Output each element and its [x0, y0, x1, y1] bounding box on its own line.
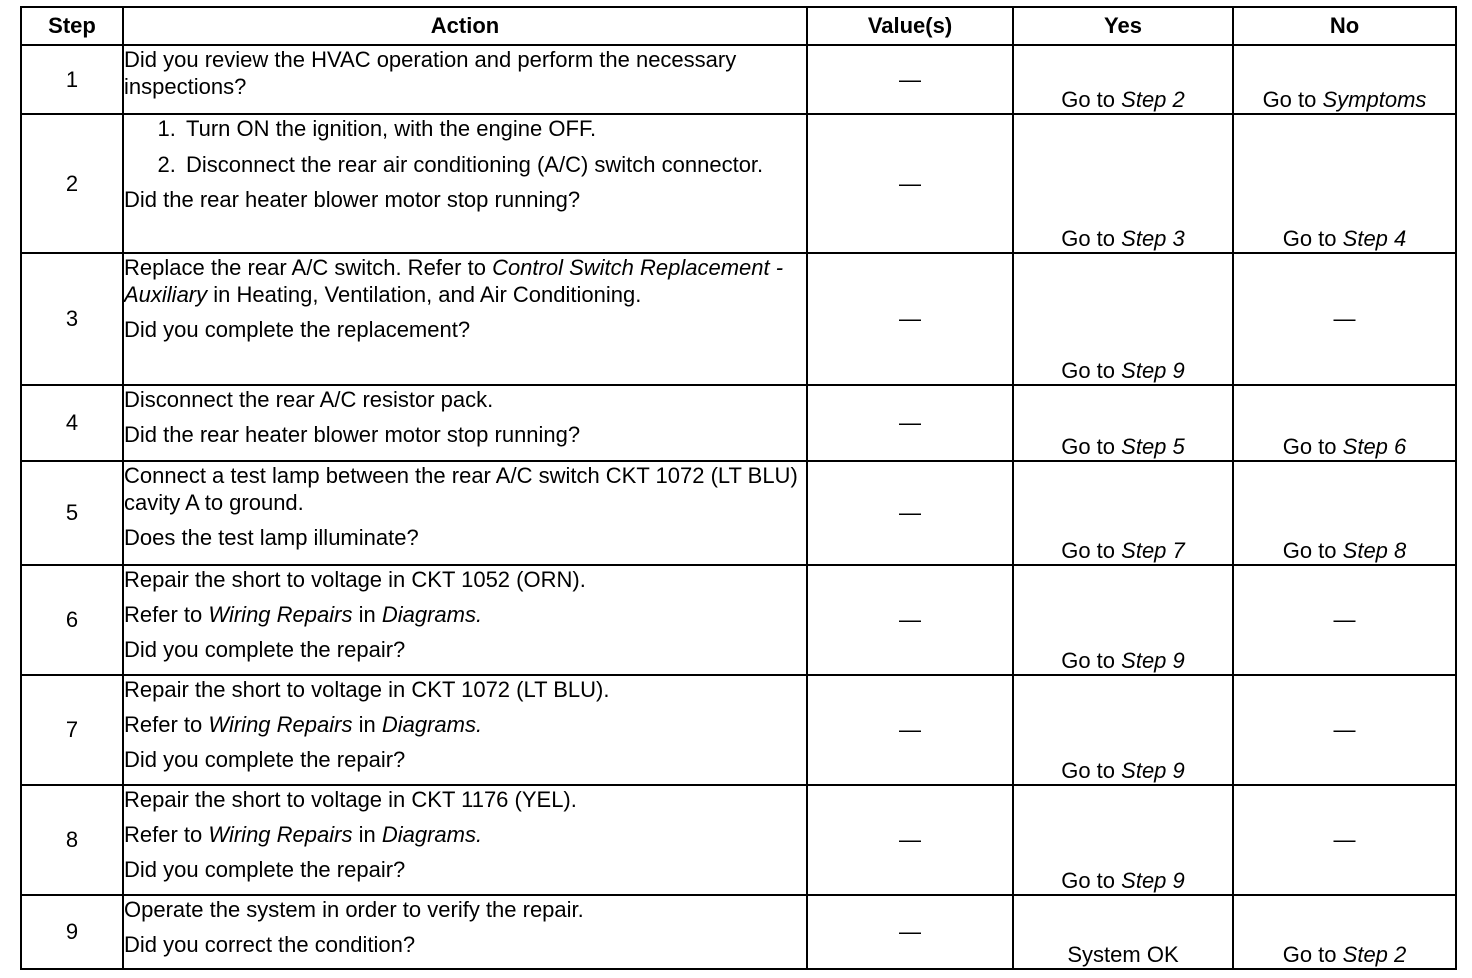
action-question: Did you complete the repair? — [124, 747, 406, 772]
action-reference — [124, 601, 806, 628]
goto-prefix: Go to — [1061, 434, 1116, 459]
reference-link: Wiring Repairs — [208, 712, 353, 737]
yes-cell — [1013, 785, 1233, 895]
goto-target: Step 7 — [1121, 538, 1185, 563]
action-question: Did the rear heater blower motor stop running? — [124, 187, 581, 212]
action-instruction: Operate the system in order to verify the repair. — [124, 897, 584, 922]
no-cell — [1233, 461, 1456, 565]
instruction-text: in — [358, 712, 376, 737]
action-instruction: Repair the short to voltage in CKT 1052 (ORN). — [124, 567, 586, 592]
no-cell — [1233, 114, 1456, 253]
goto-target: Step 9 — [1121, 868, 1185, 893]
step-number: 1 — [21, 45, 123, 114]
action-question: Did you review the HVAC operation and perform the necessary inspections? — [124, 47, 737, 99]
reference-link: Diagrams. — [381, 712, 483, 737]
goto-target: Step 3 — [1121, 226, 1185, 251]
yes-cell — [1013, 45, 1233, 114]
header-no: No — [1233, 7, 1456, 45]
goto-prefix: Go to — [1061, 358, 1116, 383]
action-question: Did you complete the repair? — [124, 857, 406, 882]
header-values: Value(s) — [807, 7, 1013, 45]
reference-link: Wiring Repairs — [208, 602, 353, 627]
goto-prefix: Go to — [1061, 648, 1116, 673]
action-instruction: Connect a test lamp between the rear A/C switch CKT 1072 (LT BLU) cavity A to ground. — [124, 463, 798, 515]
action-cell — [123, 675, 807, 785]
reference-link: Control Switch Replacement - Auxiliary — [124, 255, 784, 307]
action-question: Does the test lamp illuminate? — [124, 525, 419, 550]
goto-target: Step 8 — [1342, 538, 1407, 563]
yes-cell — [1013, 253, 1233, 385]
action-step-item: 1. Turn ON the ignition, with the engine OFF. — [182, 115, 806, 142]
header-action: Action — [123, 7, 807, 45]
table-row — [21, 895, 1456, 969]
table-row — [21, 385, 1456, 461]
goto-target: Step 2 — [1121, 87, 1185, 112]
action-cell — [123, 45, 807, 114]
step-number: 3 — [21, 253, 123, 385]
step-number: 2 — [21, 114, 123, 253]
goto-prefix: Go to — [1061, 226, 1116, 251]
table-row — [21, 114, 1456, 253]
yes-cell — [1013, 565, 1233, 675]
instruction-text: Refer to — [124, 822, 203, 847]
action-instruction — [124, 254, 806, 308]
action-cell — [123, 565, 807, 675]
action-cell — [123, 114, 807, 253]
no-cell: — — [1233, 253, 1456, 385]
table-row — [21, 461, 1456, 565]
action-cell — [123, 385, 807, 461]
header-yes: Yes — [1013, 7, 1233, 45]
instruction-text: Replace the rear A/C switch. Refer to — [124, 255, 486, 280]
yes-cell — [1013, 675, 1233, 785]
reference-link: Diagrams. — [381, 822, 483, 847]
goto-prefix: Go to — [1061, 868, 1116, 893]
diagnostic-table — [20, 6, 1457, 970]
reference-link: Diagrams. — [381, 602, 483, 627]
step-number: 6 — [21, 565, 123, 675]
action-question: Did you complete the repair? — [124, 637, 406, 662]
no-cell: — — [1233, 565, 1456, 675]
table-row — [21, 45, 1456, 114]
goto-prefix: Go to — [1282, 226, 1337, 251]
value-cell: — — [807, 45, 1013, 114]
value-cell: — — [807, 385, 1013, 461]
table-row — [21, 253, 1456, 385]
action-question: Did the rear heater blower motor stop running? — [124, 422, 581, 447]
table-row — [21, 785, 1456, 895]
value-cell: — — [807, 565, 1013, 675]
action-instruction: Repair the short to voltage in CKT 1072 (LT BLU). — [124, 677, 610, 702]
action-cell — [123, 895, 807, 969]
action-cell — [123, 253, 807, 385]
table-row — [21, 565, 1456, 675]
instruction-text: Refer to — [124, 712, 203, 737]
header-step: Step — [21, 7, 123, 45]
action-steps-list — [124, 115, 806, 178]
value-cell: — — [807, 895, 1013, 969]
step-number: 8 — [21, 785, 123, 895]
step-number: 4 — [21, 385, 123, 461]
no-cell: — — [1233, 675, 1456, 785]
step-number: 5 — [21, 461, 123, 565]
goto-prefix: Go to — [1282, 538, 1337, 563]
action-question: Did you complete the replacement? — [124, 317, 471, 342]
action-reference — [124, 821, 806, 848]
action-reference — [124, 711, 806, 738]
goto-prefix: Go to — [1061, 538, 1116, 563]
value-cell: — — [807, 785, 1013, 895]
yes-cell — [1013, 461, 1233, 565]
goto-target: Symptoms — [1322, 87, 1427, 112]
goto-target: Step 5 — [1121, 434, 1185, 459]
goto-prefix: Go to — [1061, 758, 1116, 783]
step-number: 7 — [21, 675, 123, 785]
goto-prefix: Go to — [1262, 87, 1317, 112]
no-cell: — — [1233, 785, 1456, 895]
instruction-text: in — [358, 822, 376, 847]
value-cell: — — [807, 461, 1013, 565]
goto-target: Step 6 — [1342, 434, 1407, 459]
no-cell — [1233, 895, 1456, 969]
table-row — [21, 675, 1456, 785]
value-cell: — — [807, 253, 1013, 385]
yes-cell: System OK — [1013, 895, 1233, 969]
goto-target: Step 9 — [1121, 758, 1185, 783]
action-step-item: 2. Disconnect the rear air conditioning (A/C) switch connector. — [182, 151, 806, 178]
instruction-text: Refer to — [124, 602, 203, 627]
goto-prefix: Go to — [1282, 942, 1337, 967]
goto-prefix: Go to — [1282, 434, 1337, 459]
goto-target: Step 9 — [1121, 358, 1185, 383]
reference-link: Wiring Repairs — [208, 822, 353, 847]
action-instruction: Repair the short to voltage in CKT 1176 (YEL). — [124, 787, 577, 812]
header-row — [21, 7, 1456, 45]
goto-target: Step 4 — [1342, 226, 1407, 251]
instruction-text: in — [358, 602, 376, 627]
goto-target: Step 9 — [1121, 648, 1185, 673]
goto-target: Step 2 — [1342, 942, 1407, 967]
action-cell — [123, 461, 807, 565]
action-cell — [123, 785, 807, 895]
yes-cell — [1013, 114, 1233, 253]
yes-cell — [1013, 385, 1233, 461]
action-instruction: Disconnect the rear A/C resistor pack. — [124, 387, 494, 412]
no-cell — [1233, 45, 1456, 114]
step-number: 9 — [21, 895, 123, 969]
value-cell: — — [807, 675, 1013, 785]
goto-prefix: Go to — [1061, 87, 1116, 112]
instruction-text: in Heating, Ventilation, and Air Conditioning. — [213, 282, 642, 307]
action-question: Did you correct the condition? — [124, 932, 416, 957]
no-cell — [1233, 385, 1456, 461]
value-cell: — — [807, 114, 1013, 253]
